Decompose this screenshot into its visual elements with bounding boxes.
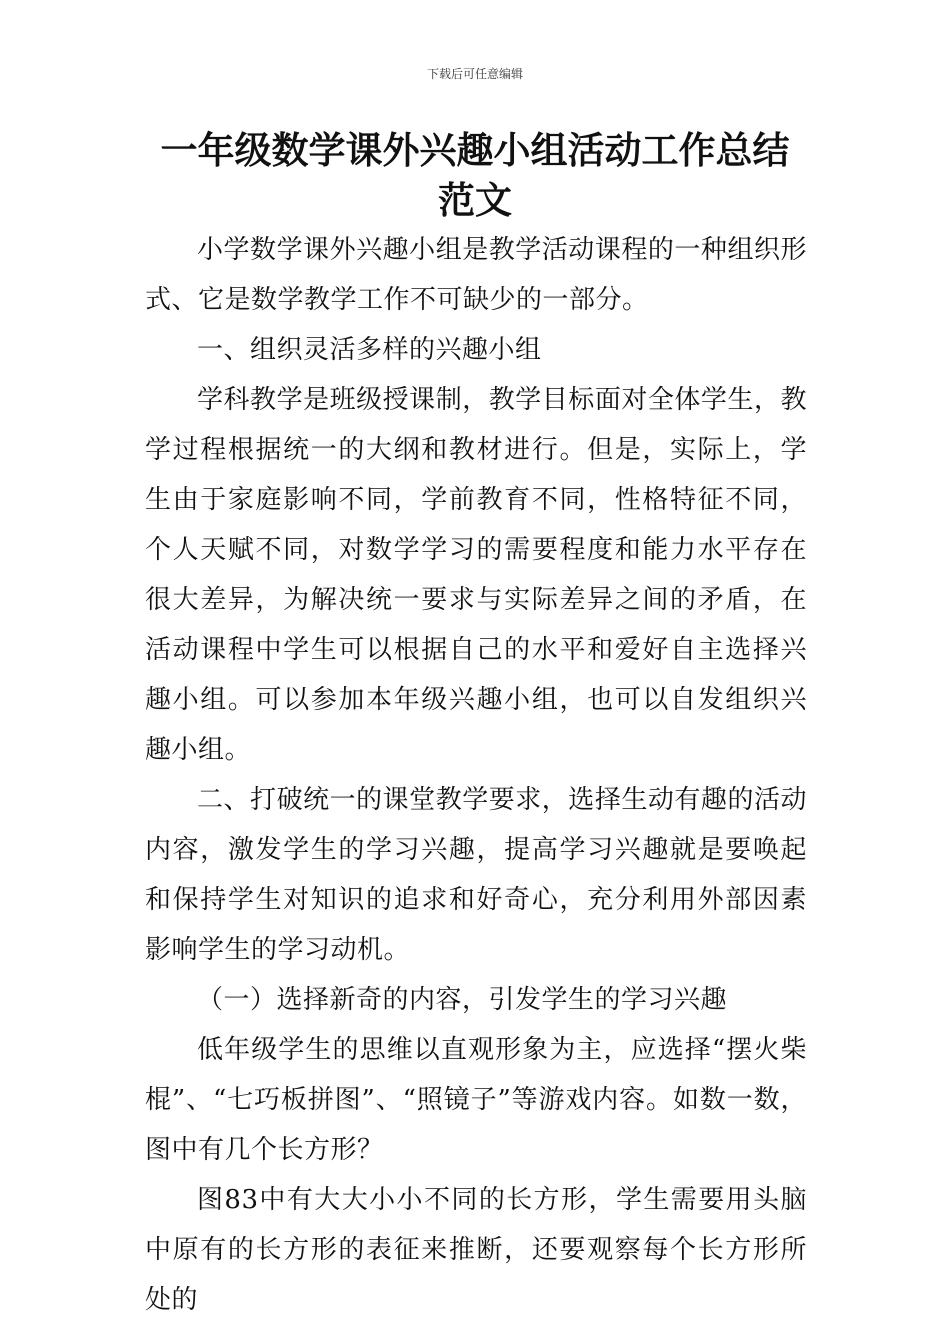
section-heading-2: 二、打破统一的课堂教学要求，选择生动有趣的活动内容，激发学生的学习兴趣，提高学习兴趣就是要唤起和保持学生对知识的追求和好奇心，充分利用外部因素影响学生的学习动机。 bbox=[145, 785, 807, 965]
paragraph-section-1: 学科教学是班级授课制，教学目标面对全体学生，教学过程根据统一的大纲和教材进行。但是，实际上，学生由于家庭影响不同，学前教育不同，性格特征不同，个人天赋不同，对数学学习的需要程度和能力水平存在很大差异，为解决统一要求与实际差异之间的矛盾，在活动课程中学生可以根据自己的水平和爱好自主选择兴趣小组。可以参加本年级兴趣小组，也可以自发组织兴趣小组。 bbox=[145, 385, 807, 765]
paragraph-subsection-1: 低年级学生的思维以直观形象为主，应选择“摆火柴棍”、“七巧板拼图”、“照镜子”等游戏内容。如数一数，图中有几个长方形？ bbox=[145, 1035, 807, 1165]
paragraph-figure-83: 图83中有大大小小不同的长方形，学生需要用头脑中原有的长方形的表征来推断，还要观察每个长方形所处的 bbox=[145, 1185, 807, 1315]
section-heading-1: 一、组织灵活多样的兴趣小组 bbox=[197, 335, 542, 365]
paragraph-intro: 小学数学课外兴趣小组是教学活动课程的一种组织形式、它是数学教学工作不可缺少的一部分。 bbox=[145, 235, 807, 315]
subsection-heading-1: （一）选择新奇的内容，引发学生的学习兴趣 bbox=[197, 985, 728, 1015]
document-title: 一年级数学课外兴趣小组活动工作总结范文 bbox=[160, 129, 790, 222]
header-note: 下载后可任意编辑 bbox=[426, 67, 523, 81]
document-body bbox=[145, 225, 807, 1325]
